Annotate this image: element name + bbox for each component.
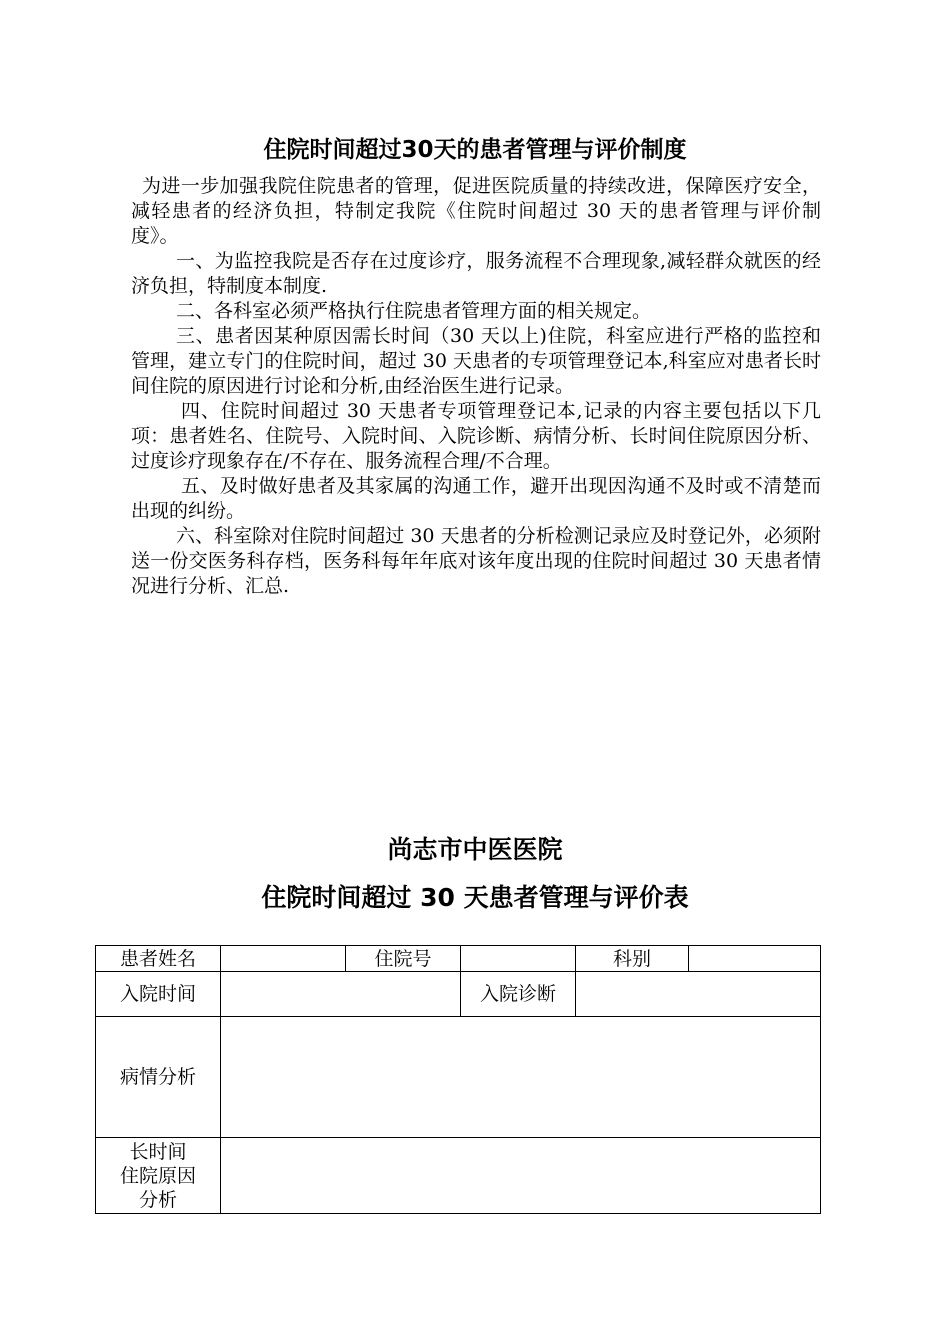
document-title: 住院时间超过30天的患者管理与评价制度 [263, 137, 687, 163]
paragraph-item-2: 二、各科室必须严格执行住院患者管理方面的相关规定。 [176, 300, 652, 322]
condition-analysis-field[interactable] [221, 1017, 821, 1138]
department-label: 科别 [576, 946, 689, 972]
table-row [96, 1017, 821, 1138]
table-row [96, 972, 821, 1017]
hospital-no-field[interactable] [461, 946, 576, 972]
admission-time-label: 入院时间 [96, 972, 221, 1017]
long-stay-reason-field[interactable] [221, 1138, 821, 1214]
patient-name-label: 患者姓名 [96, 946, 221, 972]
paragraph-item-6: 六、科室除对住院时间超过 30 天患者的分析检测记录应及时登记外，必须附送一份交医务科存档，医务科每年年底对该年度出现的住院时间超过 30 天患者情况进行分析、汇总. [131, 525, 821, 597]
condition-analysis-label: 病情分析 [96, 1017, 221, 1138]
document-body [131, 174, 821, 599]
paragraph-item-1: 一、为监控我院是否存在过度诊疗，服务流程不合理现象,减轻群众就医的经济负担，特制度本制度. [131, 250, 821, 297]
evaluation-table [95, 945, 821, 1214]
paragraph-item-5: 五、及时做好患者及其家属的沟通工作，避开出现因沟通不及时或不清楚而出现的纠纷。 [131, 475, 821, 522]
paragraph-item-4: 四、住院时间超过 30 天患者专项管理登记本,记录的内容主要包括以下几项：患者姓名、住院号、入院时间、入院诊断、病情分析、长时间住院原因分析、过度诊疗现象存在/不存在、服务流程合理/不合理。 [131, 400, 821, 472]
paragraph-intro: 为进一步加强我院住院患者的管理，促进医院质量的持续改进，保障医疗安全，减轻患者的经济负担，特制定我院《住院时间超过 30 天的患者管理与评价制度》。 [131, 175, 821, 247]
paragraph-item-3: 三、患者因某种原因需长时间（30 天以上)住院，科室应进行严格的监控和管理，建立专门的住院时间，超过 30 天患者的专项管理登记本,科室应对患者长时间住院的原因进行讨论和分析,由经治医生进行记录。 [131, 325, 821, 397]
table-row [96, 1138, 821, 1214]
patient-name-field[interactable] [221, 946, 346, 972]
long-stay-reason-line2: 住院原因 [119, 1164, 196, 1187]
department-field[interactable] [689, 946, 821, 972]
table-row [96, 946, 821, 972]
admission-time-field[interactable] [221, 972, 461, 1017]
admission-diagnosis-label: 入院诊断 [461, 972, 576, 1017]
hospital-no-label: 住院号 [346, 946, 461, 972]
long-stay-reason-line3: 分析 [138, 1188, 177, 1211]
form-title: 住院时间超过 30 天患者管理与评价表 [261, 883, 689, 912]
long-stay-reason-label [96, 1138, 221, 1214]
long-stay-reason-line1: 长时间 [129, 1140, 187, 1163]
hospital-name: 尚志市中医医院 [387, 835, 563, 864]
admission-diagnosis-field[interactable] [576, 972, 821, 1017]
